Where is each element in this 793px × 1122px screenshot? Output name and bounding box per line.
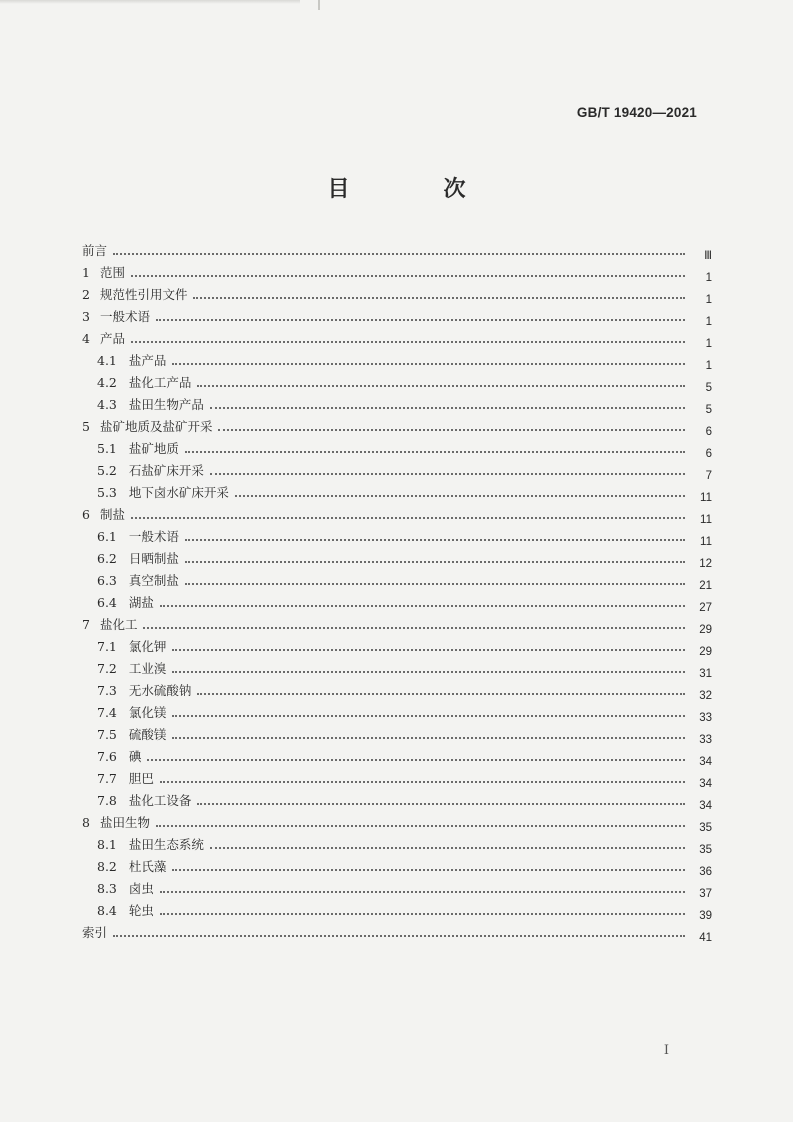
toc-dot-leader bbox=[113, 935, 685, 937]
toc-entry-number: 5.3 bbox=[97, 485, 117, 500]
toc-entry[interactable] bbox=[82, 346, 712, 372]
toc-entry-number: 7.4 bbox=[97, 705, 117, 720]
toc-entry-page: 41 bbox=[699, 932, 712, 944]
toc-entry-label: 工业溴 bbox=[128, 661, 167, 676]
toc-dot-leader bbox=[172, 671, 685, 673]
toc-entry[interactable] bbox=[82, 852, 712, 878]
toc-entry-page: 6 bbox=[705, 448, 712, 460]
toc-dot-leader bbox=[185, 539, 685, 541]
toc-entry-page: 35 bbox=[699, 844, 712, 856]
toc-entry-label: 盐化工设备 bbox=[128, 793, 192, 808]
toc-entry-label: 索引 bbox=[82, 925, 108, 940]
toc-dot-leader bbox=[172, 869, 685, 871]
toc-dot-leader bbox=[185, 451, 685, 453]
toc-entry-page: 31 bbox=[699, 668, 712, 680]
toc-entry[interactable] bbox=[82, 654, 712, 680]
toc-entry[interactable] bbox=[82, 522, 712, 548]
toc-dot-leader bbox=[172, 363, 685, 365]
toc-entry[interactable] bbox=[82, 918, 712, 944]
toc-entry-number: 7 bbox=[82, 617, 90, 632]
toc-entry-number: 6 bbox=[82, 507, 90, 522]
toc-entry[interactable] bbox=[82, 500, 712, 526]
toc-entry-label: 胆巴 bbox=[128, 771, 154, 786]
toc-entry[interactable] bbox=[82, 390, 712, 416]
toc-entry-number: 8 bbox=[82, 815, 90, 830]
toc-entry[interactable] bbox=[82, 434, 712, 460]
toc-entry-label: 杜氏藻 bbox=[128, 859, 167, 874]
toc-entry-page: 1 bbox=[705, 338, 712, 350]
toc-entry-label: 规范性引用文件 bbox=[99, 287, 188, 302]
toc-entry-page: 1 bbox=[705, 316, 712, 328]
toc-entry-number: 4.3 bbox=[97, 397, 117, 412]
toc-entry-page: 29 bbox=[699, 624, 712, 636]
toc-entry-number: 7.8 bbox=[97, 793, 117, 808]
toc-entry-number: 6.4 bbox=[97, 595, 117, 610]
document-code: GB/T 19420—2021 bbox=[576, 105, 697, 120]
toc-entry[interactable] bbox=[82, 412, 712, 438]
toc-entry-label: 氯化镁 bbox=[128, 705, 167, 720]
toc-entry-number: 7.2 bbox=[97, 661, 117, 676]
toc-entry-page: 21 bbox=[699, 580, 712, 592]
toc-dot-leader bbox=[197, 385, 685, 387]
toc-dot-leader bbox=[160, 891, 685, 893]
toc-entry-label: 盐化工 bbox=[99, 617, 138, 632]
toc-entry-label: 碘 bbox=[128, 749, 142, 764]
toc-entry-page: 29 bbox=[699, 646, 712, 658]
toc-entry-number: 3 bbox=[82, 309, 90, 324]
toc-entry-page: 34 bbox=[699, 800, 712, 812]
toc-entry-page: 11 bbox=[700, 514, 712, 526]
toc-entry-label: 无水硫酸钠 bbox=[128, 683, 192, 698]
toc-dot-leader bbox=[172, 715, 685, 717]
toc-entry[interactable] bbox=[82, 764, 712, 790]
toc-dot-leader bbox=[197, 693, 685, 695]
toc-entry-number: 6.1 bbox=[97, 529, 117, 544]
toc-entry[interactable] bbox=[82, 742, 712, 768]
toc-entry-number: 8.3 bbox=[97, 881, 117, 896]
toc-entry-label: 轮虫 bbox=[128, 903, 154, 918]
toc-dot-leader bbox=[210, 847, 685, 849]
toc-entry-label: 日晒制盐 bbox=[128, 551, 179, 566]
toc-entry[interactable] bbox=[82, 324, 712, 350]
toc-entry-number: 7.7 bbox=[97, 771, 117, 786]
toc-dot-leader bbox=[160, 913, 685, 915]
toc-entry-number: 7.1 bbox=[97, 639, 117, 654]
toc-entry[interactable] bbox=[82, 632, 712, 658]
toc-entry-number: 5.2 bbox=[97, 463, 117, 478]
toc-entry-page: 33 bbox=[699, 712, 712, 724]
table-of-contents bbox=[82, 236, 712, 944]
toc-dot-leader bbox=[156, 825, 685, 827]
toc-entry[interactable] bbox=[82, 368, 712, 394]
toc-entry-label: 氯化钾 bbox=[128, 639, 167, 654]
toc-entry[interactable] bbox=[82, 236, 712, 262]
toc-entry[interactable] bbox=[82, 676, 712, 702]
toc-entry-label: 湖盐 bbox=[128, 595, 154, 610]
toc-entry-page: 33 bbox=[699, 734, 712, 746]
toc-entry-label: 盐田生态系统 bbox=[128, 837, 204, 852]
toc-entry-label: 地下卤水矿床开采 bbox=[128, 485, 229, 500]
toc-entry-page: 11 bbox=[700, 492, 712, 504]
toc-entry[interactable] bbox=[82, 544, 712, 570]
toc-entry-label: 盐产品 bbox=[128, 353, 167, 368]
toc-entry-page: 34 bbox=[699, 756, 712, 768]
toc-entry-number: 6.2 bbox=[97, 551, 117, 566]
toc-entry-label: 前言 bbox=[82, 243, 108, 258]
toc-dot-leader bbox=[131, 341, 685, 343]
toc-entry-number: 4.2 bbox=[97, 375, 117, 390]
toc-dot-leader bbox=[185, 561, 685, 563]
toc-entry-page: 36 bbox=[699, 866, 712, 878]
toc-dot-leader bbox=[147, 759, 685, 761]
page-number: Ⅰ bbox=[663, 1043, 669, 1058]
toc-entry-number: 7.3 bbox=[97, 683, 117, 698]
toc-dot-leader bbox=[143, 627, 685, 629]
toc-entry-label: 范围 bbox=[99, 265, 125, 280]
toc-entry[interactable] bbox=[82, 808, 712, 834]
toc-entry-page: 5 bbox=[705, 404, 712, 416]
toc-entry[interactable] bbox=[82, 698, 712, 724]
toc-entry[interactable] bbox=[82, 478, 712, 504]
toc-dot-leader bbox=[160, 605, 685, 607]
toc-entry-label: 一般术语 bbox=[128, 529, 179, 544]
toc-dot-leader bbox=[185, 583, 685, 585]
toc-entry-page: 35 bbox=[699, 822, 712, 834]
toc-dot-leader bbox=[193, 297, 685, 299]
toc-dot-leader bbox=[197, 803, 685, 805]
toc-entry-page: 32 bbox=[699, 690, 712, 702]
toc-dot-leader bbox=[131, 275, 685, 277]
toc-entry[interactable] bbox=[82, 786, 712, 812]
toc-entry[interactable] bbox=[82, 610, 712, 636]
toc-dot-leader bbox=[210, 407, 685, 409]
toc-entry[interactable] bbox=[82, 874, 712, 900]
toc-dot-leader bbox=[235, 495, 685, 497]
toc-entry-page: 7 bbox=[705, 470, 712, 482]
toc-entry-label: 制盐 bbox=[99, 507, 125, 522]
toc-entry-page: 1 bbox=[705, 272, 712, 284]
toc-entry-number: 8.2 bbox=[97, 859, 117, 874]
toc-dot-leader bbox=[160, 781, 685, 783]
toc-entry[interactable] bbox=[82, 566, 712, 592]
toc-entry-page: 27 bbox=[699, 602, 712, 614]
toc-entry-number: 5 bbox=[82, 419, 90, 434]
toc-dot-leader bbox=[210, 473, 685, 475]
toc-entry[interactable] bbox=[82, 456, 712, 482]
toc-entry-number: 8.4 bbox=[97, 903, 117, 918]
toc-entry-number: 2 bbox=[82, 287, 90, 302]
toc-entry[interactable] bbox=[82, 302, 712, 328]
toc-entry[interactable] bbox=[82, 720, 712, 746]
toc-entry-page: 37 bbox=[699, 888, 712, 900]
toc-entry[interactable] bbox=[82, 258, 712, 284]
toc-entry-label: 石盐矿床开采 bbox=[128, 463, 204, 478]
toc-entry-page: 39 bbox=[699, 910, 712, 922]
toc-dot-leader bbox=[156, 319, 685, 321]
toc-entry-number: 4.1 bbox=[97, 353, 117, 368]
toc-entry-page: 1 bbox=[705, 360, 712, 372]
toc-entry[interactable] bbox=[82, 896, 712, 922]
toc-entry[interactable] bbox=[82, 280, 712, 306]
toc-entry-page: 34 bbox=[699, 778, 712, 790]
toc-entry-label: 产品 bbox=[99, 331, 125, 346]
toc-entry-number: 8.1 bbox=[97, 837, 117, 852]
scan-edge-mark bbox=[0, 0, 300, 4]
toc-entry-label: 盐田生物产品 bbox=[128, 397, 204, 412]
toc-entry-page: 11 bbox=[700, 536, 712, 548]
toc-entry-label: 盐矿地质及盐矿开采 bbox=[99, 419, 213, 434]
toc-entry-number: 5.1 bbox=[97, 441, 117, 456]
toc-dot-leader bbox=[172, 649, 685, 651]
toc-entry-number: 7.6 bbox=[97, 749, 117, 764]
toc-entry-label: 盐矿地质 bbox=[128, 441, 179, 456]
toc-entry[interactable] bbox=[82, 588, 712, 614]
toc-entry-page: 12 bbox=[699, 558, 712, 570]
toc-dot-leader bbox=[131, 517, 685, 519]
toc-title: 目 次 bbox=[327, 176, 502, 202]
toc-entry-number: 6.3 bbox=[97, 573, 117, 588]
scan-edge-mark bbox=[318, 0, 320, 10]
toc-entry[interactable] bbox=[82, 830, 712, 856]
toc-entry-label: 一般术语 bbox=[99, 309, 150, 324]
toc-entry-page: Ⅲ bbox=[704, 250, 712, 262]
toc-entry-number: 7.5 bbox=[97, 727, 117, 742]
toc-entry-number: 1 bbox=[82, 265, 90, 280]
toc-entry-page: 1 bbox=[705, 294, 712, 306]
toc-dot-leader bbox=[113, 253, 685, 255]
toc-entry-page: 6 bbox=[705, 426, 712, 438]
toc-dot-leader bbox=[218, 429, 685, 431]
toc-entry-label: 卤虫 bbox=[128, 881, 154, 896]
toc-dot-leader bbox=[172, 737, 685, 739]
toc-entry-number: 4 bbox=[82, 331, 90, 346]
toc-entry-label: 硫酸镁 bbox=[128, 727, 167, 742]
toc-entry-label: 盐化工产品 bbox=[128, 375, 192, 390]
toc-entry-label: 真空制盐 bbox=[128, 573, 179, 588]
toc-entry-page: 5 bbox=[705, 382, 712, 394]
toc-entry-label: 盐田生物 bbox=[99, 815, 150, 830]
